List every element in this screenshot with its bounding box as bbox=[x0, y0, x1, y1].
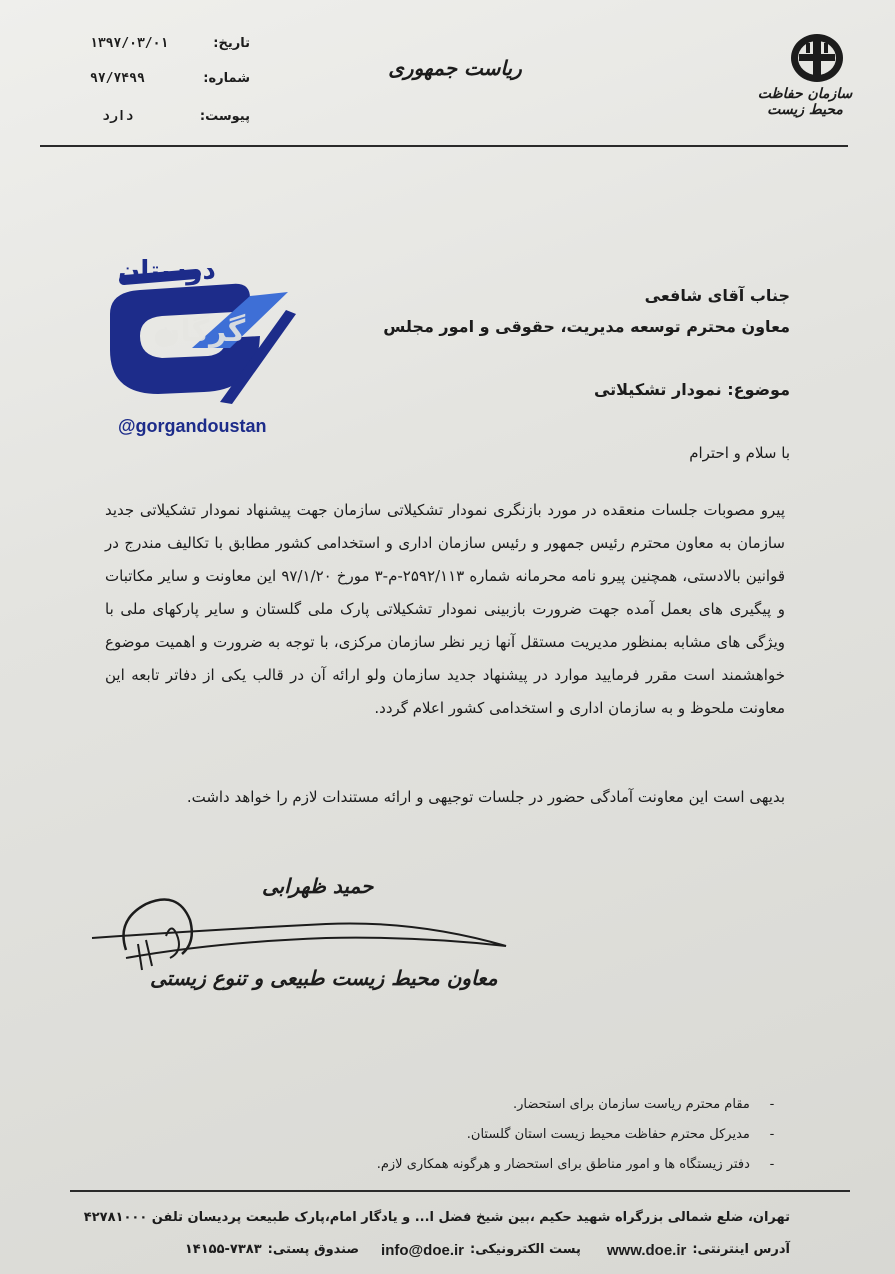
attachment-label: پیوست: bbox=[199, 109, 250, 124]
attachment-value: دارد bbox=[102, 109, 134, 124]
copy-item bbox=[513, 1097, 790, 1112]
email-label: پست الکترونیکی: bbox=[470, 1242, 581, 1257]
pobox-label: صندوق پستی: bbox=[267, 1242, 360, 1257]
footer-contacts bbox=[185, 1242, 790, 1259]
copy-text: مدیرکل محترم حفاظت محیط زیست استان گلستان. bbox=[466, 1127, 750, 1142]
copy-dash: - bbox=[769, 1097, 775, 1112]
website-label: آدرس اینترنتی: bbox=[692, 1242, 790, 1257]
presidency-title: ریاست جمهوری bbox=[388, 56, 522, 80]
email-link[interactable]: info@doe.ir bbox=[381, 1242, 465, 1259]
greeting: با سلام و احترام bbox=[689, 444, 790, 462]
attachment-row bbox=[90, 109, 250, 124]
signatory-title: معاون محیط زیست طبیعی و تنوع زیستی bbox=[150, 966, 498, 990]
watermark-brand-word: دوستان bbox=[118, 256, 216, 286]
header-divider bbox=[40, 145, 848, 147]
copy-item bbox=[467, 1127, 790, 1142]
doe-emblem-icon bbox=[785, 30, 849, 88]
date-row bbox=[90, 36, 250, 51]
organization-name: سازمان حفاظت محیط زیست bbox=[757, 86, 853, 118]
website-link[interactable]: www.doe.ir bbox=[606, 1242, 687, 1259]
date-label: تاریخ: bbox=[213, 36, 250, 51]
recipient-name: جناب آقای شافعی bbox=[644, 286, 790, 305]
copy-item bbox=[377, 1157, 790, 1172]
letter-subject: موضوع: نمودار تشکیلاتی bbox=[593, 380, 790, 399]
footer-divider bbox=[70, 1190, 850, 1192]
body-paragraph-2: بدیهی است این معاونت آمادگی حضور در جلسات توجیهی و ارائه مستندات لازم را خواهد داشت. bbox=[186, 788, 785, 806]
signatory-name: حمید ظهرابی bbox=[262, 874, 374, 898]
watermark-handle: @gorgandoustan bbox=[118, 416, 267, 436]
date-value: ۱۳۹۷/۰۳/۰۱ bbox=[90, 36, 169, 51]
pobox-value: ۱۴۱۵۵-۷۳۸۳ bbox=[184, 1242, 262, 1257]
copy-dash: - bbox=[769, 1127, 775, 1142]
body-paragraph-1: پیرو مصوبات جلسات منعقده در مورد بازنگری نمودار تشکیلاتی سازمان جهت پیشنهاد نمودار تشکیلاتی جدید سازمان به معاون محترم رئیس جمهور و رئیس سازمان اداری و استخدامی کشور مطابق با تکالیف مندرج در قوانین بالادستی، همچنین پیرو نامه محرمانه شماره ۲۵۹۲/۱۱۳-م-۳ مورخ ۹۷/۱/۲۰ این معاونت و سایر مکاتبات و پیگیری های بعمل آمده جهت ضرورت بازبینی نمودار تشکیلاتی پارک ملی گلستان و سایر پارکهای ملی با ویژگی های مشابه بمنظور مدیریت مستقل آنها زیر نظر سازمان مرکزی، با توجه به ضرورت و اهمیت موضوع خواهشمند است مقرر فرمایید موارد در پیشنهاد جدید سازمان ولو ارائه آن در قالب یکی از دفاتر تابعه این معاونت ملحوظ و به سازمان اداری و استخدامی کشور اعلام گردد. bbox=[105, 501, 785, 717]
copy-text: دفتر زیستگاه ها و امور مناطق برای استحضار و هرگونه همکاری لازم. bbox=[376, 1157, 750, 1172]
copy-dash: - bbox=[769, 1157, 775, 1172]
watermark-brand-main: گرگان bbox=[154, 314, 246, 349]
number-row bbox=[90, 71, 250, 86]
recipient-title: معاون محترم توسعه مدیریت، حقوقی و امور مجلس bbox=[383, 317, 790, 336]
footer-address: تهران، ضلع شمالی بزرگراه شهید حکیم ،بین شیخ فضل ا... و یادگار امام،پارک طبیعت پردیسان تلفن ۴۲۷۸۱۰۰۰ bbox=[83, 1210, 790, 1225]
number-value: ۹۷/۷۴۹۹ bbox=[90, 71, 145, 86]
number-label: شماره: bbox=[203, 71, 250, 86]
copy-text: مقام محترم ریاست سازمان برای استحضار. bbox=[512, 1097, 750, 1112]
